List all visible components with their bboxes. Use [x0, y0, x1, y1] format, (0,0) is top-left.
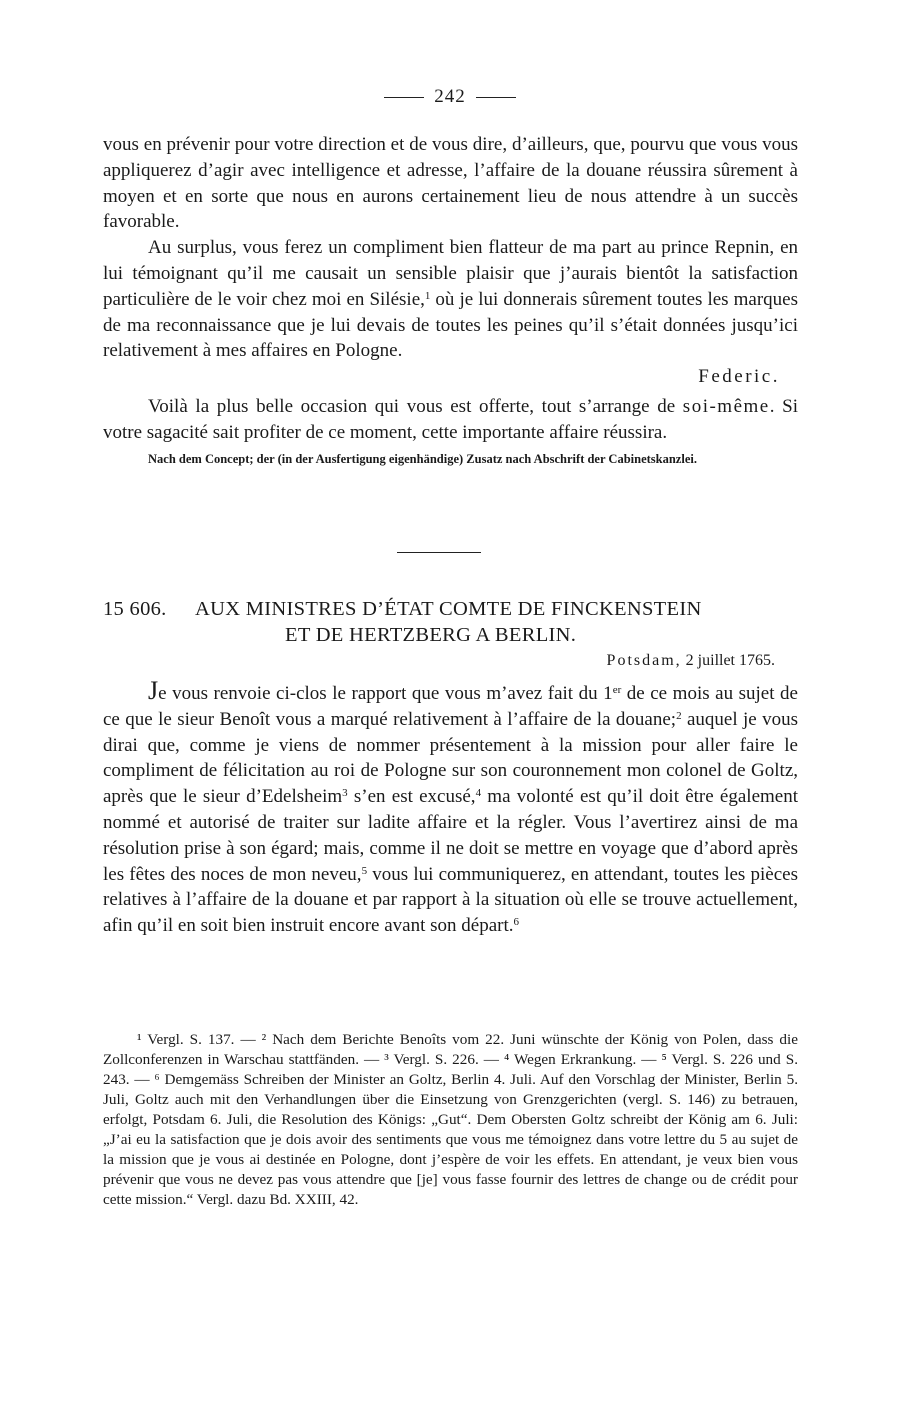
letter-text-6: vous lui communiquerez, en attendant, toutes les pièces relatives à l’affaire de la douane et par rapport à la situation où elle se trouve actuellement, afin qu’il en soit bien instruit encore avant son départ.: [103, 863, 798, 937]
signature: Federic.: [698, 366, 780, 388]
footnote-ref-2: 2: [676, 709, 682, 722]
footnote-ref-1: 1: [424, 289, 431, 302]
postscript-text-a: Voilà la plus belle occasion qui vous est offerte, tout s’arrange de: [148, 395, 683, 417]
header-dash-right: [476, 97, 516, 98]
superscript-er: er: [612, 684, 622, 696]
footnote-ref-4: 4: [475, 787, 482, 800]
document-title-line-2: ET DE HERTZBERG A BERLIN.: [285, 624, 577, 646]
paragraph-2: [103, 235, 798, 364]
paragraph-2-text-a: Au surplus, vous ferez un compliment bien flatteur de ma part au prince Repnin, en lui témoignant qu’il me causait un sensible plaisir que j’aurais bientôt la satisfaction particulière de le voir chez moi en Silésie,: [103, 237, 798, 310]
header-dash-left: [384, 97, 424, 98]
letter-paragraph: [103, 678, 798, 939]
footnote-ref-3: 3: [342, 787, 348, 800]
footnotes-text: ¹ Vergl. S. 137. — ² Nach dem Berichte Benoîts vom 22. Juni wünschte der König von Polen, dass die Zollconferenzen in Warschau stattfänden. — ³ Vergl. S. 226. — ⁴ Wegen Erkrankung. — ⁵ Vergl. S. 226 und S. 243. — ⁶ Demgemäss Schreiben der Minister an Goltz, Berlin 4. Juli. Auf den Vorschlag der Minister, Berlin 5. Juli, Goltz auch mit den Verhandlungen über die Einsetzung von Grenzgerichten (vergl. S. 146) zu betrauen, erfolgt, Potsdam 6. Juli, die Resolution des Königs: „Gut“. Dem Obersten Goltz schreibt der König am 6. Juli: „J’ai eu la satisfaction que je dois avoir des sentiments que vous me témoignez dans votre lettre du 5 au sujet de la mission que je vous ai destinée en Pologne, dont j’espère de voir les effets. En attendant, je veux bien vous prévenir que vous ne devez pas vous attendre que [je] vous fasse fournir des lettres de change ou de crédit pour cette mission.“ Vergl. dazu Bd. XXIII, 42.: [103, 1031, 798, 1208]
letter-body: [103, 678, 798, 939]
page-header: [0, 86, 900, 108]
paragraph-2-text-b: où je lui donnerais sûrement toutes les marques de ma reconnaissance que je lui devais de toutes les peines qu’il s’était données jusqu’ici relativement à mes affaires en Pologne.: [103, 288, 798, 362]
continued-letter: [103, 132, 798, 468]
paragraph-1: vous en prévenir pour votre direction et de vous dire, d’ailleurs, que, pourvu que vous vous appliquerez d’agir avec intelligence et adresse, l’affaire de la douane réussira sûrement à moyen et en sorte que nous en aurons certainement lieu de nous attendre à un succès favorable.: [103, 134, 798, 233]
source-note: Nach dem Concept; der (in der Ausfertigung eigenhändige) Zusatz nach Abschrift der Cabinetskanzlei.: [148, 451, 697, 466]
dateline-place: Potsdam,: [606, 652, 682, 669]
footnote-ref-5: 5: [361, 864, 368, 877]
postscript-text-b: . Si votre sagacité sait profiter de ce moment, cette importante affaire réussira.: [103, 395, 798, 443]
footnotes: [103, 1030, 798, 1210]
document-title-line-1: AUX MINISTRES D’ÉTAT COMTE DE FINCKENSTEIN: [195, 598, 702, 620]
postscript: [103, 394, 798, 446]
letter-initial: J: [148, 676, 159, 705]
document-number: 15 606.: [103, 598, 167, 620]
letter-text-2: de ce mois au sujet de ce que le sieur Benoît vous a marqué relativement à l’affaire de la douane;: [103, 683, 798, 730]
letter-text-5: ma volonté est qu’il doit être également nommé et autorisé de traiter sur ladite affaire et la régler. Vous l’avertirez ainsi de ma résolution prise à son égard; mais, comme il ne doit se mettre en voyage que d’abord après les fêtes des noces de mon neveu,: [103, 786, 798, 885]
letter-text-1: e vous renvoie ci-clos le rapport que vous m’avez fait du 1: [158, 683, 613, 704]
dateline: [103, 652, 775, 670]
postscript-spaced: soi-même: [682, 395, 770, 417]
page-number: 242: [434, 86, 466, 107]
dateline-date: 2 juillet 1765.: [681, 652, 775, 669]
section-divider: [397, 552, 481, 553]
footnote-ref-6: 6: [513, 916, 519, 929]
letter-text-4: s’en est excusé,: [347, 786, 476, 808]
letter-text-3: auquel je vous dirai que, comme je viens de nommer présentement à la mission pour aller faire le compliment de félicitation au roi de Pologne sur son couronnement mon colonel de Goltz, après que le sieur d’Edelsheim: [103, 708, 798, 808]
